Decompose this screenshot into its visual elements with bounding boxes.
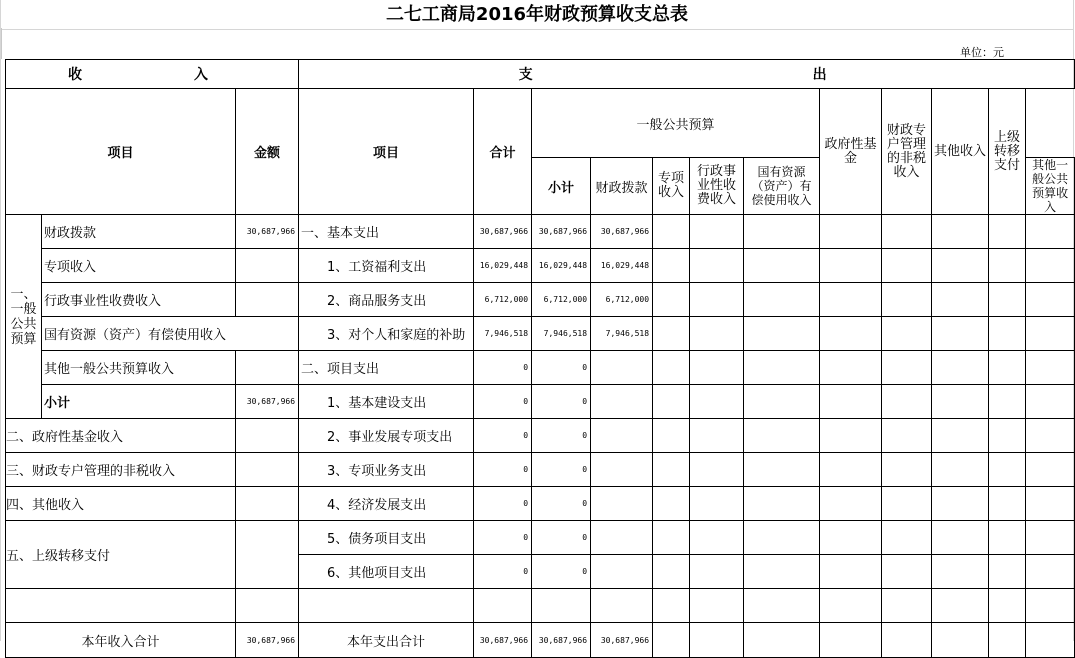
empty-cell (820, 215, 882, 249)
income-group-label: 一、一般公共预算 (6, 215, 42, 419)
income-item: 国有资源（资产）有偿使用收入 (42, 317, 299, 351)
empty-cell (989, 351, 1026, 385)
empty-cell (989, 317, 1026, 351)
empty-cell (653, 283, 690, 317)
expense-item: 6、其他项目支出 (299, 555, 474, 589)
total-cell: 0 (474, 453, 532, 487)
total-cell: 6,712,000 (474, 283, 532, 317)
income-subtotal-label: 小计 (42, 385, 236, 419)
empty-cell (932, 215, 989, 249)
expense-subtotal-cell: 30,687,966 (532, 623, 591, 658)
income-amount (236, 283, 299, 317)
empty-cell (1026, 215, 1075, 249)
empty-cell (1026, 453, 1075, 487)
empty-cell (932, 521, 989, 555)
empty-cell (690, 283, 744, 317)
fiscal-cell (591, 419, 653, 453)
table-row (6, 419, 1075, 453)
transfer-header: 上级转移支付 (989, 89, 1026, 215)
subtotal-cell: 30,687,966 (532, 215, 591, 249)
expense-header: 支 出 (299, 60, 1075, 89)
table-row (6, 215, 1075, 249)
empty-cell (653, 487, 690, 521)
empty-cell (932, 317, 989, 351)
empty-cell (932, 555, 989, 589)
total-cell: 7,946,518 (474, 317, 532, 351)
empty-cell (882, 283, 932, 317)
other-general-header: 其他一般公共预算收入 (1026, 158, 1075, 215)
fiscal-cell (591, 555, 653, 589)
empty-cell (932, 249, 989, 283)
budget-table (5, 59, 1075, 658)
empty-cell (653, 623, 690, 658)
empty-cell (653, 419, 690, 453)
gov-fund-header: 政府性基金 (820, 89, 882, 215)
empty-cell (820, 521, 882, 555)
non-tax-header: 财政专户管理的非税收入 (882, 89, 932, 215)
empty-cell (744, 521, 820, 555)
empty-cell (882, 351, 932, 385)
empty-cell (690, 487, 744, 521)
expense-total-cell: 30,687,966 (474, 623, 532, 658)
empty-cell (989, 215, 1026, 249)
empty-cell (1026, 487, 1075, 521)
subtotal-cell: 16,029,448 (532, 249, 591, 283)
fiscal-header: 财政拨款 (591, 158, 653, 215)
empty-cell (820, 555, 882, 589)
empty-cell (744, 283, 820, 317)
empty-cell (932, 487, 989, 521)
income-item-header: 项目 (6, 89, 236, 215)
total-header: 合计 (474, 89, 532, 215)
empty-cell (1026, 351, 1075, 385)
fiscal-cell (591, 385, 653, 419)
empty-cell (690, 453, 744, 487)
subtotal-cell: 0 (532, 453, 591, 487)
income-item: 五、上级转移支付 (6, 521, 236, 589)
expense-item: 4、经济发展支出 (299, 487, 474, 521)
subtotal-cell: 0 (532, 521, 591, 555)
income-amount (236, 351, 299, 385)
expense-fiscal-cell: 30,687,966 (591, 623, 653, 658)
income-item (6, 589, 236, 623)
empty-cell (882, 589, 932, 623)
empty-cell (820, 623, 882, 658)
empty-cell (690, 555, 744, 589)
income-item: 三、财政专户管理的非税收入 (6, 453, 236, 487)
empty-cell (690, 521, 744, 555)
empty-cell (744, 249, 820, 283)
empty-cell (653, 589, 690, 623)
empty-cell (882, 317, 932, 351)
empty-cell (882, 385, 932, 419)
other-income-header: 其他收入 (932, 89, 989, 215)
empty-cell (653, 351, 690, 385)
expense-total-label: 本年支出合计 (299, 623, 474, 658)
income-amount: 30,687,966 (236, 215, 299, 249)
fiscal-cell: 16,029,448 (591, 249, 653, 283)
empty-cell (932, 623, 989, 658)
empty-cell (1026, 419, 1075, 453)
expense-item: 一、基本支出 (299, 215, 474, 249)
total-cell: 0 (474, 555, 532, 589)
empty-cell (744, 317, 820, 351)
total-cell: 0 (474, 419, 532, 453)
empty-cell (690, 623, 744, 658)
empty-cell (882, 555, 932, 589)
empty-cell (989, 419, 1026, 453)
income-item: 其他一般公共预算收入 (42, 351, 236, 385)
fiscal-cell (591, 487, 653, 521)
empty-cell (1026, 623, 1075, 658)
empty-cell (820, 283, 882, 317)
income-item: 四、其他收入 (6, 487, 236, 521)
empty-cell (882, 419, 932, 453)
total-cell: 30,687,966 (474, 215, 532, 249)
empty-cell (882, 623, 932, 658)
expense-item: 1、工资福利支出 (299, 249, 474, 283)
empty-cell (932, 453, 989, 487)
empty-cell (882, 249, 932, 283)
income-item: 专项收入 (42, 249, 236, 283)
special-header: 专项收入 (653, 158, 690, 215)
total-cell: 0 (474, 487, 532, 521)
empty-cell (989, 385, 1026, 419)
table-row (6, 453, 1075, 487)
empty-cell (820, 317, 882, 351)
subtotal-cell: 0 (532, 419, 591, 453)
empty-cell (690, 215, 744, 249)
expense-item: 二、项目支出 (299, 351, 474, 385)
table-row (6, 521, 1075, 555)
empty-cell (653, 317, 690, 351)
expense-item: 2、事业发展专项支出 (299, 419, 474, 453)
footer-row (6, 623, 1075, 658)
subtotal-cell: 6,712,000 (532, 283, 591, 317)
empty-cell (882, 521, 932, 555)
expense-item: 2、商品服务支出 (299, 283, 474, 317)
income-item: 财政拨款 (42, 215, 236, 249)
income-total-label: 本年收入合计 (6, 623, 236, 658)
empty-cell (744, 385, 820, 419)
subtotal-cell: 0 (532, 351, 591, 385)
empty-cell (820, 453, 882, 487)
fiscal-cell: 6,712,000 (591, 283, 653, 317)
empty-cell (820, 249, 882, 283)
empty-cell (820, 385, 882, 419)
empty-cell (690, 249, 744, 283)
table-row (6, 589, 1075, 623)
empty-cell (820, 351, 882, 385)
table-row (6, 249, 1075, 283)
expense-item: 5、债务项目支出 (299, 521, 474, 555)
general-budget-header: 一般公共预算 (532, 89, 820, 158)
empty-cell (744, 419, 820, 453)
empty-cell (989, 249, 1026, 283)
expense-item: 3、专项业务支出 (299, 453, 474, 487)
empty-cell (1026, 317, 1075, 351)
empty-cell (882, 453, 932, 487)
empty-cell (653, 453, 690, 487)
subtotal-cell: 0 (532, 555, 591, 589)
income-amount: 30,687,966 (236, 385, 299, 419)
subtotal-cell: 7,946,518 (532, 317, 591, 351)
empty-cell (653, 215, 690, 249)
total-cell (474, 589, 532, 623)
fiscal-cell (591, 351, 653, 385)
empty-cell (1026, 385, 1075, 419)
admin-fee-header: 行政事业性收费收入 (690, 158, 744, 215)
empty-cell (653, 249, 690, 283)
fiscal-cell: 30,687,966 (591, 215, 653, 249)
empty-cell (690, 317, 744, 351)
empty-cell (744, 453, 820, 487)
empty-cell (989, 453, 1026, 487)
empty-cell (932, 351, 989, 385)
fiscal-cell (591, 589, 653, 623)
empty-cell (989, 487, 1026, 521)
empty-cell (690, 385, 744, 419)
empty-cell (744, 589, 820, 623)
empty-cell (1026, 555, 1075, 589)
fiscal-cell (591, 521, 653, 555)
income-item: 二、政府性基金收入 (6, 419, 236, 453)
empty-cell (690, 589, 744, 623)
income-amount (236, 249, 299, 283)
subtotal-cell: 0 (532, 385, 591, 419)
empty-cell (690, 351, 744, 385)
empty-cell (989, 283, 1026, 317)
income-total-amount: 30,687,966 (236, 623, 299, 658)
expense-item-header: 项目 (299, 89, 474, 215)
empty-cell (1026, 521, 1075, 555)
income-amount (236, 521, 299, 589)
empty-cell (820, 589, 882, 623)
empty-cell (882, 487, 932, 521)
expense-item (299, 589, 474, 623)
income-amount (236, 419, 299, 453)
income-header: 收 入 (6, 60, 299, 89)
empty-cell (932, 283, 989, 317)
empty-cell (690, 419, 744, 453)
table-row (6, 317, 1075, 351)
table-row (6, 487, 1075, 521)
empty-cell (744, 623, 820, 658)
empty-cell (1026, 283, 1075, 317)
empty-cell (744, 351, 820, 385)
empty-cell (932, 419, 989, 453)
total-cell: 0 (474, 521, 532, 555)
state-asset-header: 国有资源（资产）有偿使用收入 (744, 158, 820, 215)
fiscal-cell (591, 453, 653, 487)
empty-cell (989, 521, 1026, 555)
empty-cell (820, 419, 882, 453)
subtotal-header: 小计 (532, 158, 591, 215)
table-row (6, 351, 1075, 385)
page-title: 二七工商局2016年财政预算收支总表 (385, 4, 689, 25)
empty-cell (653, 521, 690, 555)
table-row (6, 283, 1075, 317)
table-row (6, 385, 1075, 419)
empty-cell (820, 487, 882, 521)
empty-cell (653, 555, 690, 589)
subtotal-cell (532, 589, 591, 623)
income-amount-header: 金额 (236, 89, 299, 215)
unit-label: 单位：元 (960, 46, 1004, 59)
empty-cell (932, 589, 989, 623)
empty-cell (989, 589, 1026, 623)
empty-cell (744, 487, 820, 521)
total-cell: 0 (474, 351, 532, 385)
empty-cell (1026, 589, 1075, 623)
empty-cell (989, 555, 1026, 589)
total-cell: 0 (474, 385, 532, 419)
subtotal-cell: 0 (532, 487, 591, 521)
fiscal-cell: 7,946,518 (591, 317, 653, 351)
income-amount (236, 589, 299, 623)
empty-cell (744, 215, 820, 249)
income-item: 行政事业性收费收入 (42, 283, 236, 317)
empty-cell (1026, 249, 1075, 283)
total-cell: 16,029,448 (474, 249, 532, 283)
empty-cell (882, 215, 932, 249)
empty-cell (932, 385, 989, 419)
empty-cell (653, 385, 690, 419)
expense-item: 1、基本建设支出 (299, 385, 474, 419)
income-amount (236, 453, 299, 487)
empty-cell (989, 623, 1026, 658)
empty-cell (744, 555, 820, 589)
expense-item: 3、对个人和家庭的补助 (299, 317, 474, 351)
income-amount (236, 487, 299, 521)
